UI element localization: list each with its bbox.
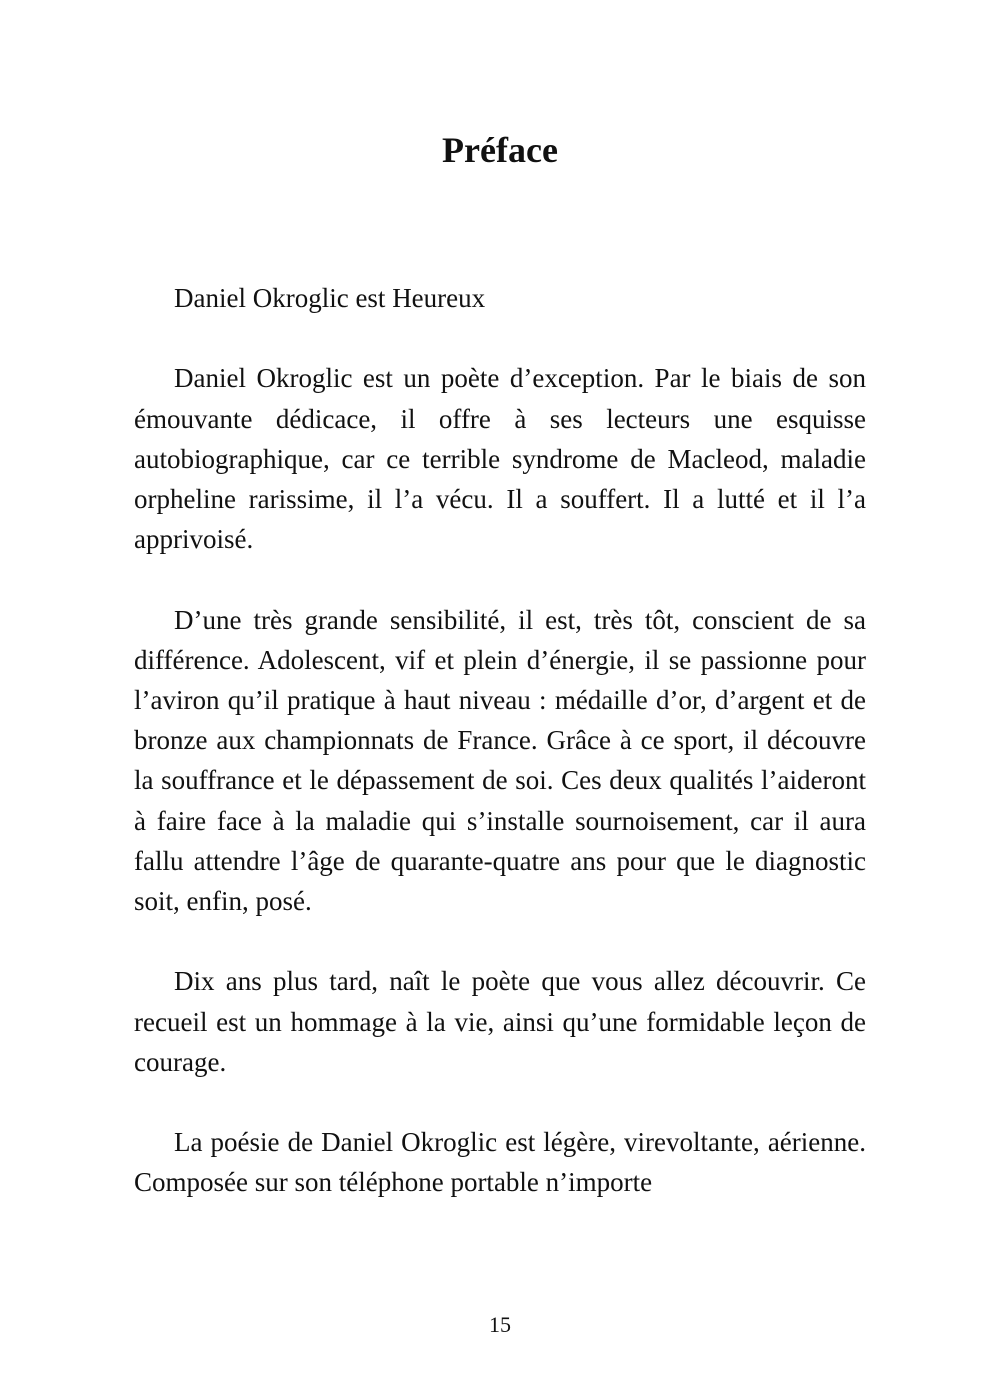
paragraph: Dix ans plus tard, naît le poète que vous allez découvrir. Ce recueil est un hommage à la vie, ainsi qu’une formidable leçon de courage.: [134, 966, 866, 1077]
paragraph: D’une très grande sensibilité, il est, très tôt, conscient de sa différence. Adolescent, vif et plein d’énergie, il se passionne pour l’aviron qu’il pratique à haut niveau : médaille d’or, d’argent et de bronze aux championnats de France. Grâce à ce sport, il découvre la souffrance et le dépassement de soi. Ces deux qualités l’aideront à faire face à la maladie qui s’installe sournoisement, car il aura fallu attendre l’âge de quarante-quatre ans pour que le diagnostic soit, enfin, posé.: [134, 604, 866, 917]
preface-body: [134, 278, 866, 1203]
chapter-title: Préface: [442, 130, 558, 170]
paragraph-continued: La poésie de Daniel Okroglic est légère, virevoltante, aérienne. Composée sur son téléphone portable n’importe: [134, 1127, 866, 1198]
paragraph-heading-line: Daniel Okroglic est Heureux: [174, 283, 486, 313]
page-number: 15: [489, 1312, 511, 1337]
paragraph: Daniel Okroglic est un poète d’exception. Par le biais de son émouvante dédicace, il offre à ses lecteurs une esquisse autobiographique, car ce terrible syndrome de Macleod, maladie orpheline rarissime, il l’a vécu. Il a souffert. Il a lutté et il l’a apprivoisé.: [134, 363, 866, 555]
